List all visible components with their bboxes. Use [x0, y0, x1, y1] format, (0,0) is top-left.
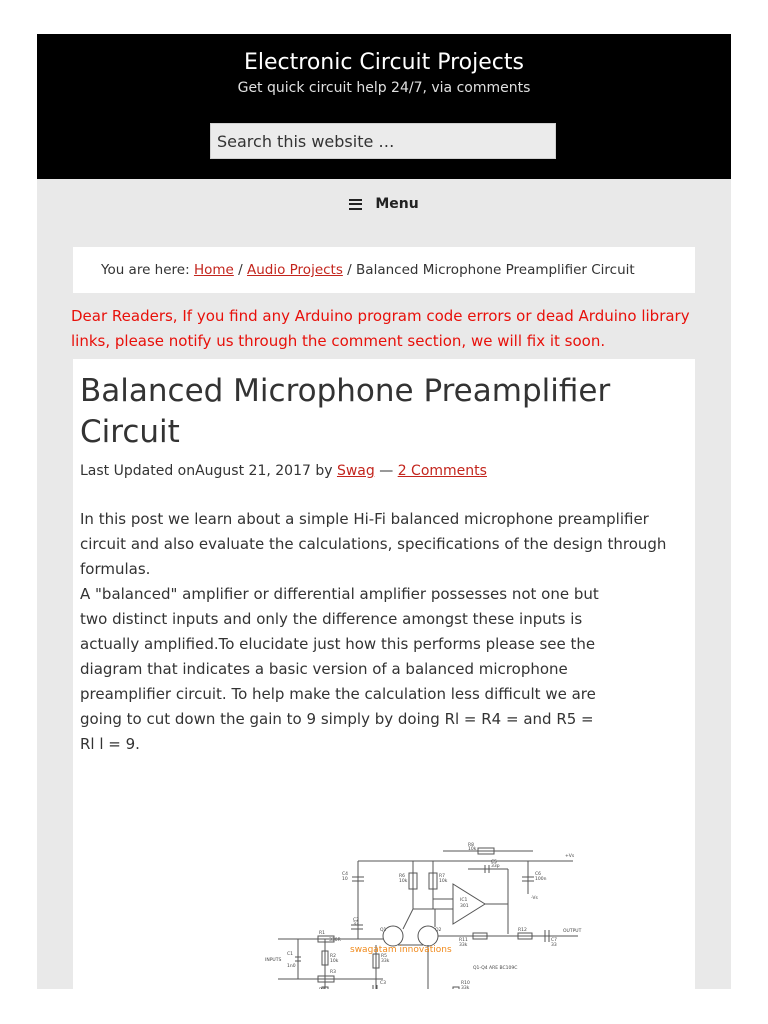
- circuit-diagram: R8 10k C5 33p C4 10 R6 10k R7 10k C6 100n +Vs -Vs IC1 301 C2 33 Q1 Q2 OUTPUT INPUTS R1 330R R2 10k R3 R4 330R R5 33k C1 1n0 C3 R11 33k R12 C7 33 Q1-Q4 ARE BC109C R10 33k Q3 swagatam innovations: [263, 839, 603, 989]
- label-r1-value: 330R: [329, 938, 341, 943]
- article-meta: [80, 461, 487, 481]
- label-r8-value: 10k: [468, 847, 477, 852]
- label-vminus: -Vs: [531, 896, 538, 901]
- site-title[interactable]: Electronic Circuit Projects: [244, 50, 524, 75]
- menu-label: Menu: [375, 196, 419, 212]
- label-r7-value: 10k: [439, 879, 448, 884]
- label-c4-value: 10: [342, 877, 348, 882]
- label-r2-value: 10k: [330, 959, 339, 964]
- breadcrumb-category-link[interactable]: Audio Projects: [246, 262, 343, 278]
- breadcrumb-separator: /: [347, 262, 352, 278]
- label-r11: R11: [459, 938, 468, 943]
- label-c7: C7: [551, 938, 558, 943]
- label-r6: R6: [399, 874, 405, 879]
- label-c1-value: 1n0: [287, 964, 296, 969]
- label-q1: Q1: [380, 928, 387, 933]
- breadcrumb-home-link[interactable]: Home: [193, 262, 234, 278]
- menu-toggle[interactable]: [37, 179, 731, 229]
- label-r11-value: 33k: [459, 943, 468, 948]
- label-vplus: +Vs: [565, 854, 575, 859]
- label-output: OUTPUT: [563, 929, 582, 934]
- label-c5-value: 33p: [491, 864, 500, 869]
- article-paragraph: In this post we learn about a simple Hi-Fi balanced microphone preamplifier circuit and also evaluate the calculations, specifications of the design through formulas.: [80, 510, 667, 578]
- site-description: Get quick circuit help 24/7, via comments: [237, 80, 531, 96]
- meta-dash: —: [379, 463, 394, 479]
- label-ic-part: 301: [460, 904, 469, 909]
- label-c2-value: 33: [353, 922, 359, 927]
- by-label: by: [315, 463, 333, 479]
- label-r2: R2: [330, 954, 336, 959]
- label-r5: R5: [381, 954, 387, 959]
- label-c5: C5: [491, 860, 498, 865]
- label-r12: R12: [518, 928, 527, 933]
- label-r8: R8: [468, 843, 474, 848]
- breadcrumb-prefix: You are here:: [101, 262, 190, 278]
- label-r6-value: 10k: [399, 879, 408, 884]
- article-title: Balanced Microphone Preamplifier Circuit: [80, 373, 611, 450]
- site-header: [37, 34, 731, 179]
- label-c7-value: 33: [551, 943, 557, 948]
- comments-link[interactable]: 2 Comments: [397, 463, 487, 479]
- label-r10: R10: [461, 981, 470, 986]
- hamburger-icon: [349, 199, 362, 210]
- article-paragraph: A "balanced" amplifier or differential amplifier possesses not one but two distinct inputs and only the difference amongst these inputs is actually amplified.To elucidate just how this performs please see the diagram that indicates a basic version of a balanced microphone preamplifier circuit. To help make the calculation less difficult we are going to cut down the gain to 9 simply by doing Rl = R4 = and R5 = Rl l = 9.: [80, 585, 599, 753]
- breadcrumb-current: Balanced Microphone Preamplifier Circuit: [356, 262, 635, 278]
- label-r5-value: 33k: [381, 959, 390, 964]
- diagram-watermark: swagatam innovations: [350, 945, 452, 955]
- label-input: INPUTS: [265, 958, 282, 963]
- updated-date: August 21, 2017: [195, 463, 311, 479]
- search-input[interactable]: [210, 123, 556, 159]
- label-r4: R4: [319, 988, 325, 993]
- label-r7: R7: [439, 874, 445, 879]
- reader-notice: Dear Readers, If you find any Arduino program code errors or dead Arduino library links, please notify us through the comment section, we will fix it soon.: [71, 307, 690, 350]
- label-r1: R1: [319, 931, 325, 936]
- label-c6-value: 100n: [535, 877, 547, 882]
- label-c6: C6: [535, 872, 542, 877]
- label-c1: C1: [287, 952, 294, 957]
- article: [73, 359, 695, 1001]
- label-c4: C4: [342, 872, 349, 877]
- page-wrapper: [37, 34, 731, 1001]
- breadcrumb-separator: /: [238, 262, 243, 278]
- label-c3: C3: [380, 981, 387, 986]
- author-link[interactable]: Swag: [336, 463, 375, 479]
- label-r3: R3: [330, 970, 336, 975]
- label-r10-value: 33k: [461, 986, 470, 991]
- breadcrumb: [73, 247, 695, 293]
- label-q2: Q2: [435, 928, 442, 933]
- label-ic: IC1: [460, 898, 468, 903]
- label-c2: C2: [353, 918, 360, 923]
- label-transistor-note: Q1-Q4 ARE BC109C: [473, 966, 518, 971]
- updated-label: Last Updated on: [80, 463, 196, 479]
